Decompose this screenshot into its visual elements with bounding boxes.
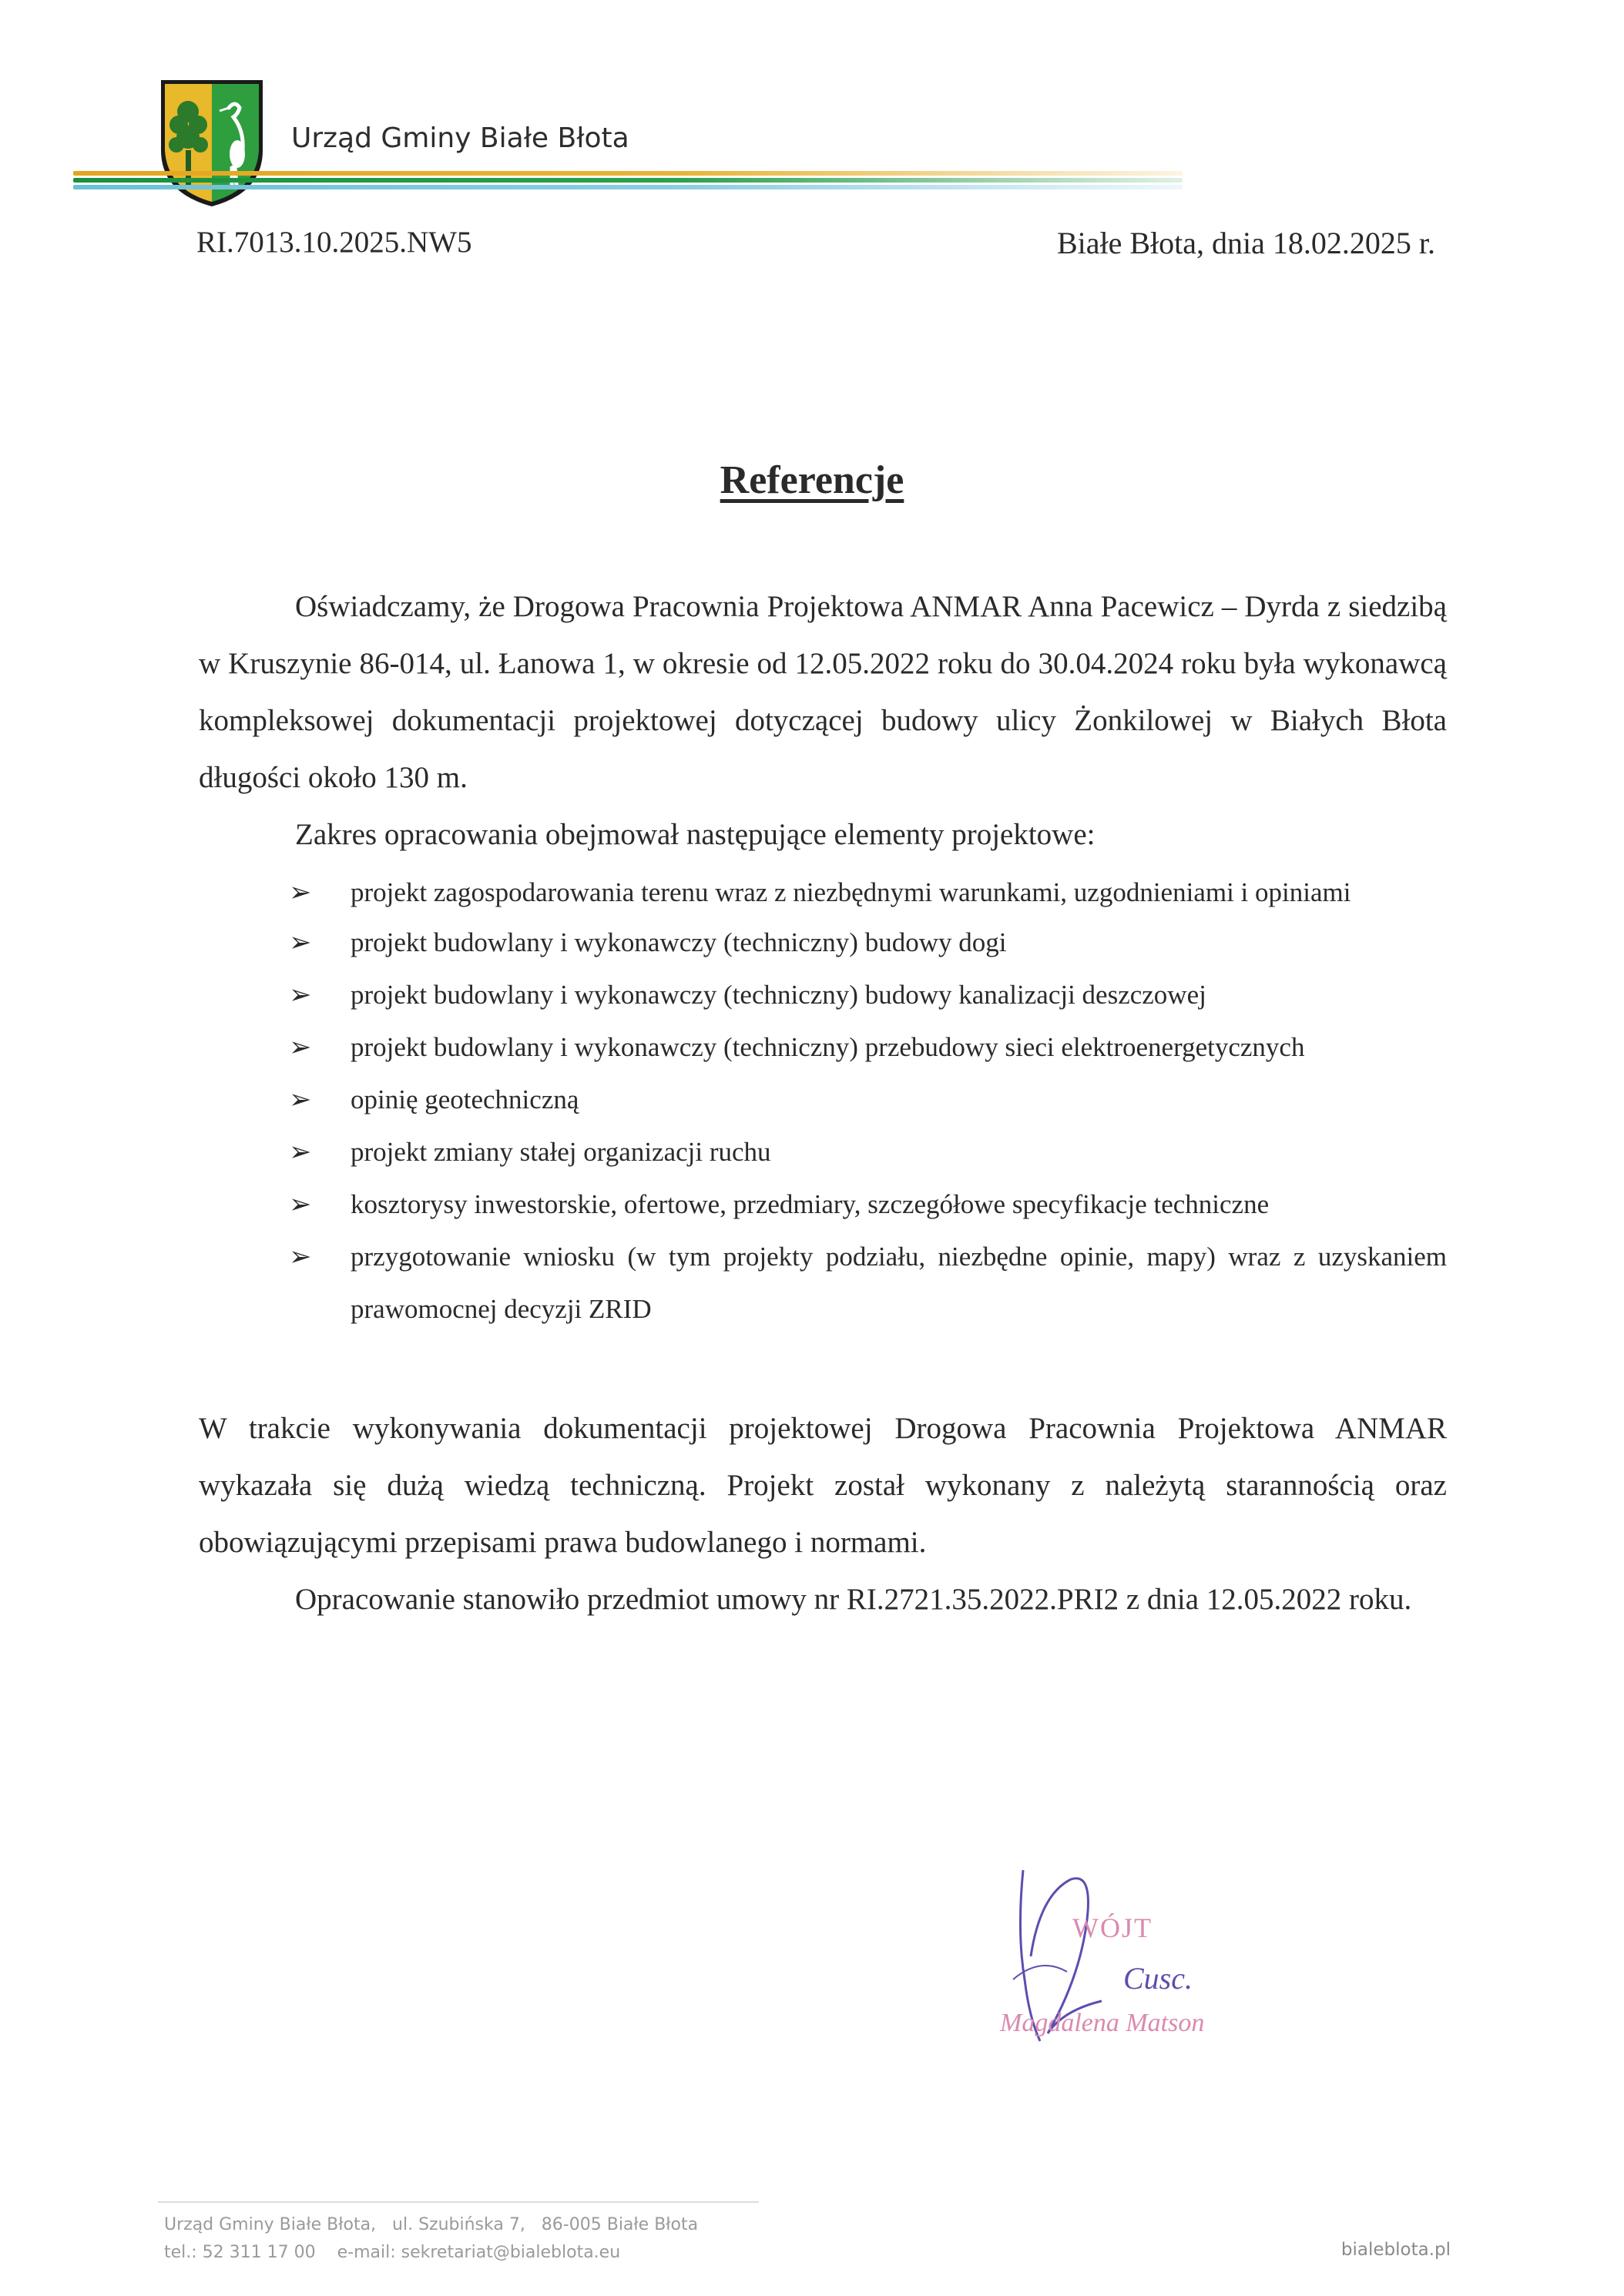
footer-address-line: Urząd Gminy Białe Błota, ul. Szubińska 7, 86-005 Białe Błota [164,2215,699,2234]
document-title: Referencje [720,458,904,502]
intro-paragraph-block [199,578,1447,863]
arrow-bullet-icon: ➢ [289,1084,312,1114]
list-item: ➢ kosztorysy inwestorskie, ofertowe, przedmiary, szczegółowe specyfikacje techniczne [289,1178,1447,1231]
header-stripe-blue [73,185,1183,189]
institution-name: Urząd Gminy Białe Błota [291,122,629,154]
footer-contact-line: tel.: 52 311 17 00 e-mail: sekretariat@bialeblota.eu [164,2243,621,2262]
header-stripe-green [73,178,1183,183]
arrow-bullet-icon: ➢ [289,980,312,1010]
list-item: ➢ opinię geotechniczną [289,1074,1447,1126]
footer-website: bialeblota.pl [1340,2240,1451,2260]
list-item: ➢ projekt budowlany i wykonawczy (techniczny) przebudowy sieci elektroenergetycznych [289,1021,1447,1074]
footer-divider [158,2201,759,2203]
arrow-bullet-icon: ➢ [289,1032,312,1062]
assessment-paragraph: W trakcie wykonywania dokumentacji projektowej Drogowa Pracownia Projektowa ANMAR wykazała się dużą wiedzą techniczną. Projekt został wykonany z należytą starannością oraz obowiązującymi przepisami prawa budowlanego i normami. [199,1412,1447,1559]
footer-address [164,2211,698,2267]
reference-number: RI.7013.10.2025.NW5 [196,226,472,259]
scope-list [289,869,1447,1336]
scope-intro: Zakres opracowania obejmował następujące elementy projektowe: [295,818,1096,851]
signature-stamp [994,1864,1271,2064]
assessment-block [199,1400,1447,1628]
list-item: ➢ projekt budowlany i wykonawczy (techniczny) budowy dogi [289,917,1447,969]
coat-of-arms-logo [158,77,266,209]
arrow-bullet-icon: ➢ [289,927,312,957]
arrow-bullet-icon: ➢ [289,877,312,907]
handwritten-mark: Cusc. [1123,1961,1193,1996]
arrow-bullet-icon: ➢ [289,1242,312,1272]
list-item: ➢ projekt zmiany stałej organizacji ruchu [289,1126,1447,1178]
list-item: ➢ projekt zagospodarowania terenu wraz z niezbędnymi warunkami, uzgodnieniami i opiniami [289,869,1447,917]
header-stripe-gold [73,171,1183,176]
arrow-bullet-icon: ➢ [289,1189,312,1219]
list-item: ➢ projekt budowlany i wykonawczy (techniczny) budowy kanalizacji deszczowej [289,969,1447,1021]
intro-paragraph: Oświadczamy, że Drogowa Pracownia Projektowa ANMAR Anna Pacewicz – Dyrda z siedzibą w Kruszynie 86-014, ul. Łanowa 1, w okresie od 12.05.2022 roku do 30.04.2024 roku była wykonawcą kompleksowej dokumentacji projektowej dotyczącej budowy ulicy Żonkilowej w Białych Błota długości około 130 m. [199,590,1447,794]
stamp-name: Magdalena Matson [1000,2009,1205,2037]
stamp-title: WÓJT [1072,1912,1153,1943]
list-item: ➢ przygotowanie wniosku (w tym projekty podziału, niezbędne opinie, mapy) wraz z uzyskaniem prawomocnej decyzji ZRID [289,1231,1447,1336]
place-date: Białe Błota, dnia 18.02.2025 r. [1056,226,1435,260]
contract-paragraph: Opracowanie stanowiło przedmiot umowy nr RI.2721.35.2022.PRI2 z dnia 12.05.2022 roku. [295,1583,1412,1616]
arrow-bullet-icon: ➢ [289,1137,312,1167]
